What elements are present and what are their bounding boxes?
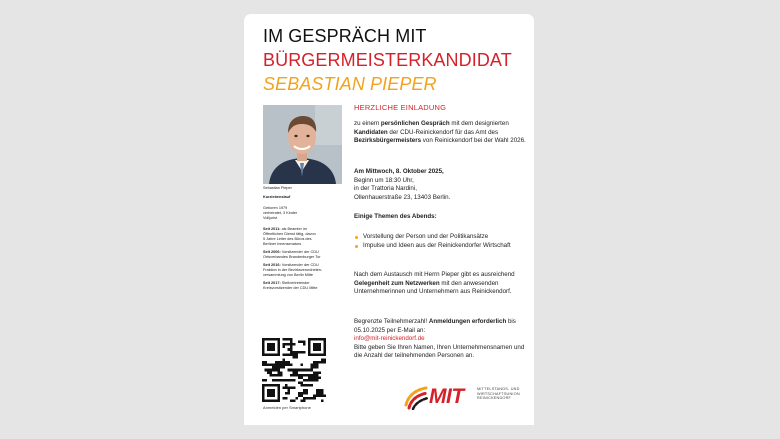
registration-paragraph [354,318,526,361]
mit-logo-mark [402,384,430,410]
intro-text: zu einem [354,120,381,127]
cv-entry-text: Vorsitzender der CDU [281,250,319,254]
cv-entry-text: versammlung von Berlin Mitte [263,273,314,277]
cv-personal-line: Geboren 1979 [263,206,288,210]
registration-text: bis 05.10.2025 per E-Mail an: [354,318,516,334]
registration-text: Bitte geben Sie Ihren Namen, Ihren Unternehmensnamen und die Anzahl der teilnehmenden Personen an. [354,343,525,360]
cv-personal [263,206,353,221]
cv-entry-year: Seit 2006: [263,250,281,254]
registration-bold: Anmeldungen erforderlich [428,318,507,325]
cv-entry-text: 5 Jahre Leiter des Büros des [263,237,312,241]
registration-email-link[interactable]: info@mit-reinickendorf.de [354,335,425,343]
event-date: Am Mittwoch, 8. Oktober 2025, [354,168,444,175]
cv-entry [263,281,353,291]
title-line-2: BÜRGERMEISTERKANDIDAT [263,50,512,70]
intro-text: mit dem designierten [449,120,509,127]
cv-personal-line: verheiratet, 3 Kinder [263,211,298,215]
registration-qr-code[interactable] [262,338,326,402]
cv-entry-text: Fraktion in der Bezirksverordneten- [263,268,323,272]
cv-entry-year: Seit 2011: [263,227,281,231]
title-line-1: IM GESPRÄCH MIT [263,26,427,46]
event-venue: in der Trattoria Nardini, [354,185,417,193]
invitation-intro [354,120,526,146]
event-address: Ollenhauerstraße 23, 13403 Berlin. [354,193,451,201]
photo-caption: Sebastian Pieper [263,186,292,190]
networking-text: mit den anwesenden Unternehmerinnen und Unternehmern aus Reinickendorf. [354,279,512,296]
tagline-line: WIRTSCHAFTSUNION [477,391,520,396]
cv-entry [263,227,353,247]
tagline-line: REINICKENDORF [477,396,512,401]
event-details [354,168,526,202]
mit-logo-tagline [477,387,520,401]
cv-personal-line: Volljurist [263,216,278,220]
invitation-flyer [244,14,534,425]
cv-entry-text: Ortsverbandes Brandenburger Tor [263,255,321,259]
tagline-line: MITTELSTANDS- UND [477,387,520,391]
mit-logo [402,384,534,414]
cv-entry-text: als Beamter im [281,227,307,231]
mit-logo-word: MIT [429,385,464,408]
networking-text: Nach dem Austausch mit Herrn Pieper gibt es ausreichend [354,271,515,278]
intro-text: der CDU-Reinickendorf für das Amt des [387,128,499,136]
event-time: Beginn um 18:30 Uhr, [354,176,414,184]
title-candidate-name: SEBASTIAN PIEPER [263,74,437,94]
topics-title: Einige Themen des Abends: [354,213,437,220]
cv-entry-text: Kreisvorsitzender der CDU Mitte [263,286,318,290]
cv-entry [263,263,353,278]
intro-bold: Kandidaten [354,128,388,136]
qr-caption: Anmelden per Smartphone [263,405,311,410]
topics-list [354,233,526,250]
candidate-photo [263,105,342,184]
cv-entry-text: Berliner Innensenators [263,242,302,246]
cv-entry-year: Seit 2016: [263,263,281,267]
cv-entry [263,250,353,260]
invitation-heading: HERZLICHE EINLADUNG [354,103,447,112]
intro-text: von Reinickendorf bei der Wahl 2026. [421,137,526,145]
cv-entry-year: Seit 2017: [263,281,281,285]
intro-bold: Bezirksbürgermeisters [354,137,422,145]
cv-entry-text: Stellvertretender [281,281,310,285]
topic-item: Vorstellung der Person und der Politikansätze [354,233,526,242]
cv-title: Kurzlebenslauf [263,195,291,199]
networking-paragraph [354,271,526,297]
networking-bold: Gelegenheit zum Netzwerken [354,279,440,287]
cv-entry-text: Öffentlichen Dienst tätig, davon [263,232,316,236]
topic-item: Impulse und Ideen aus der Reinickendorfer Wirtschaft [354,242,526,251]
registration-text: Begrenzte Teilnehmerzahl! [354,318,429,325]
cv-entry-text: Vorsitzender der CDU [281,263,319,267]
intro-bold: persönlichen Gespräch [380,120,450,127]
